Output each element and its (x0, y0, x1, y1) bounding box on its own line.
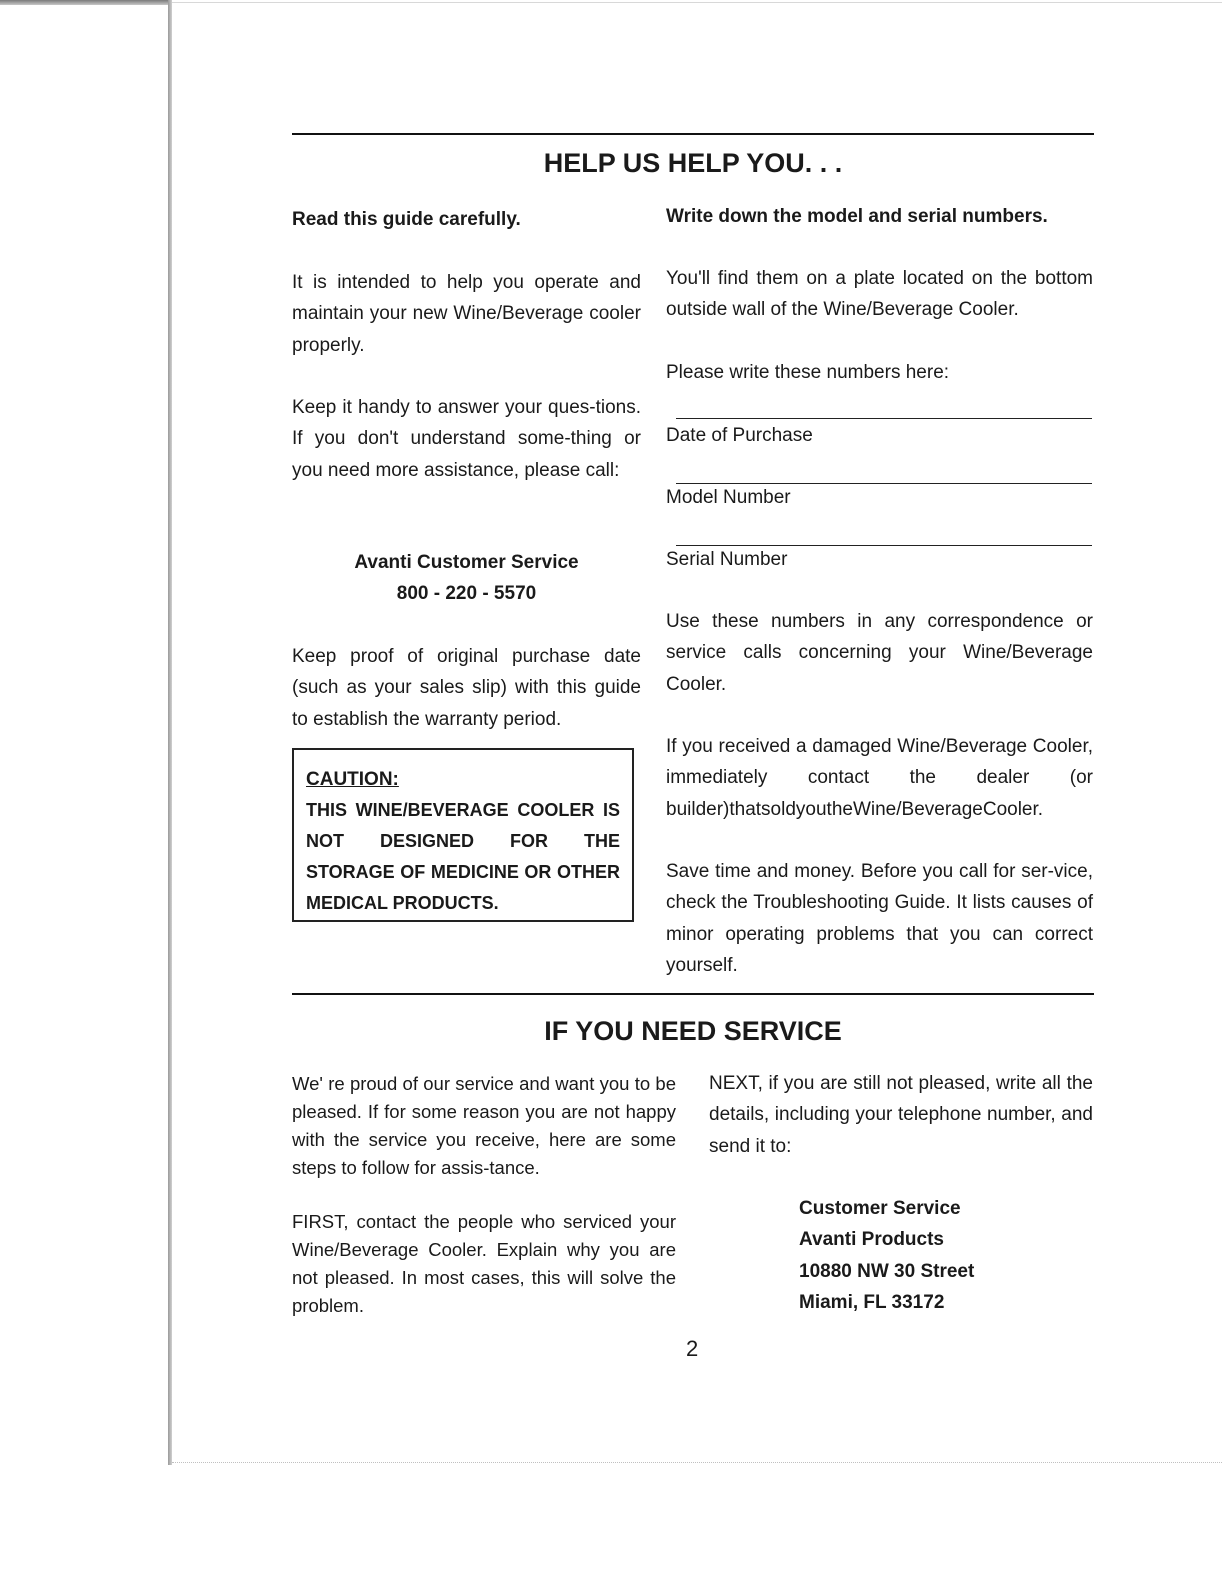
address-line-2: Avanti Products (799, 1229, 944, 1250)
right-paragraph-5: Save time and money. Before you call for ser-vice, check the Troubleshooting Guide. It lists causes of minor operating problems that you can correct yourself. (666, 861, 1093, 976)
contact-name: Avanti Customer Service (354, 552, 579, 573)
service-left-paragraph-1: We' re proud of our service and want you to be pleased. If for some reason you are not happy with the service you receive, here are some steps to follow for assis-tance. (292, 1073, 676, 1178)
address-line-1: Customer Service (799, 1198, 961, 1219)
date-line (676, 418, 1092, 419)
scan-edge-bottom (172, 1462, 1222, 1464)
left-heading: Read this guide carefully. (292, 209, 521, 230)
caution-body: THIS WINE/BEVERAGE COOLER IS NOT DESIGNED FOR THE STORAGE OF MEDICINE OR OTHER MEDICAL PRODUCTS. (306, 800, 620, 913)
right-paragraph-2: Please write these numbers here: (666, 362, 950, 383)
serial-number-label: Serial Number (666, 549, 788, 570)
service-rule (292, 993, 1094, 995)
right-paragraph-3: Use these numbers in any correspondence or service calls concerning your Wine/Beverage Cooler. (666, 611, 1093, 695)
left-paragraph-1: It is intended to help you operate and maintain your new Wine/Beverage cooler properly. (292, 272, 641, 356)
scan-edge-left (168, 0, 172, 1465)
service-left-paragraph-2: FIRST, contact the people who serviced your Wine/Beverage Cooler. Explain why you are not pleased. In most cases, this will solve the problem. (292, 1211, 676, 1316)
scan-top-line (172, 2, 1222, 3)
page-number: 2 (686, 1336, 699, 1361)
address-line-4: Miami, FL 33172 (799, 1292, 945, 1313)
date-of-purchase-label: Date of Purchase (666, 425, 813, 446)
help-title: HELP US HELP YOU. . . (543, 148, 843, 178)
service-right-paragraph: NEXT, if you are still not pleased, write all the details, including your telephone number, and send it to: (709, 1073, 1093, 1157)
right-heading: Write down the model and serial numbers. (666, 206, 1048, 227)
contact-phone: 800 - 220 - 5570 (396, 583, 537, 604)
caution-title: CAUTION: (306, 769, 399, 790)
scan-edge-top (0, 0, 172, 5)
left-paragraph-2: Keep it handy to answer your ques-tions. If you don't understand some-thing or you need more assistance, please call: (292, 397, 641, 481)
right-paragraph-4: If you received a damaged Wine/Beverage Cooler, immediately contact the dealer (or builder)thatsoldyoutheWine/BeverageCooler. (666, 736, 1093, 820)
caution-box (292, 748, 634, 922)
service-title: IF YOU NEED SERVICE (544, 1016, 842, 1046)
top-rule (292, 133, 1094, 135)
model-number-label: Model Number (666, 487, 791, 508)
address-line-3: 10880 NW 30 Street (799, 1261, 975, 1282)
right-paragraph-1: You'll find them on a plate located on the bottom outside wall of the Wine/Beverage Cooler. (666, 268, 1093, 321)
left-paragraph-3: Keep proof of original purchase date (such as your sales slip) with this guide to establish the warranty period. (292, 646, 641, 730)
